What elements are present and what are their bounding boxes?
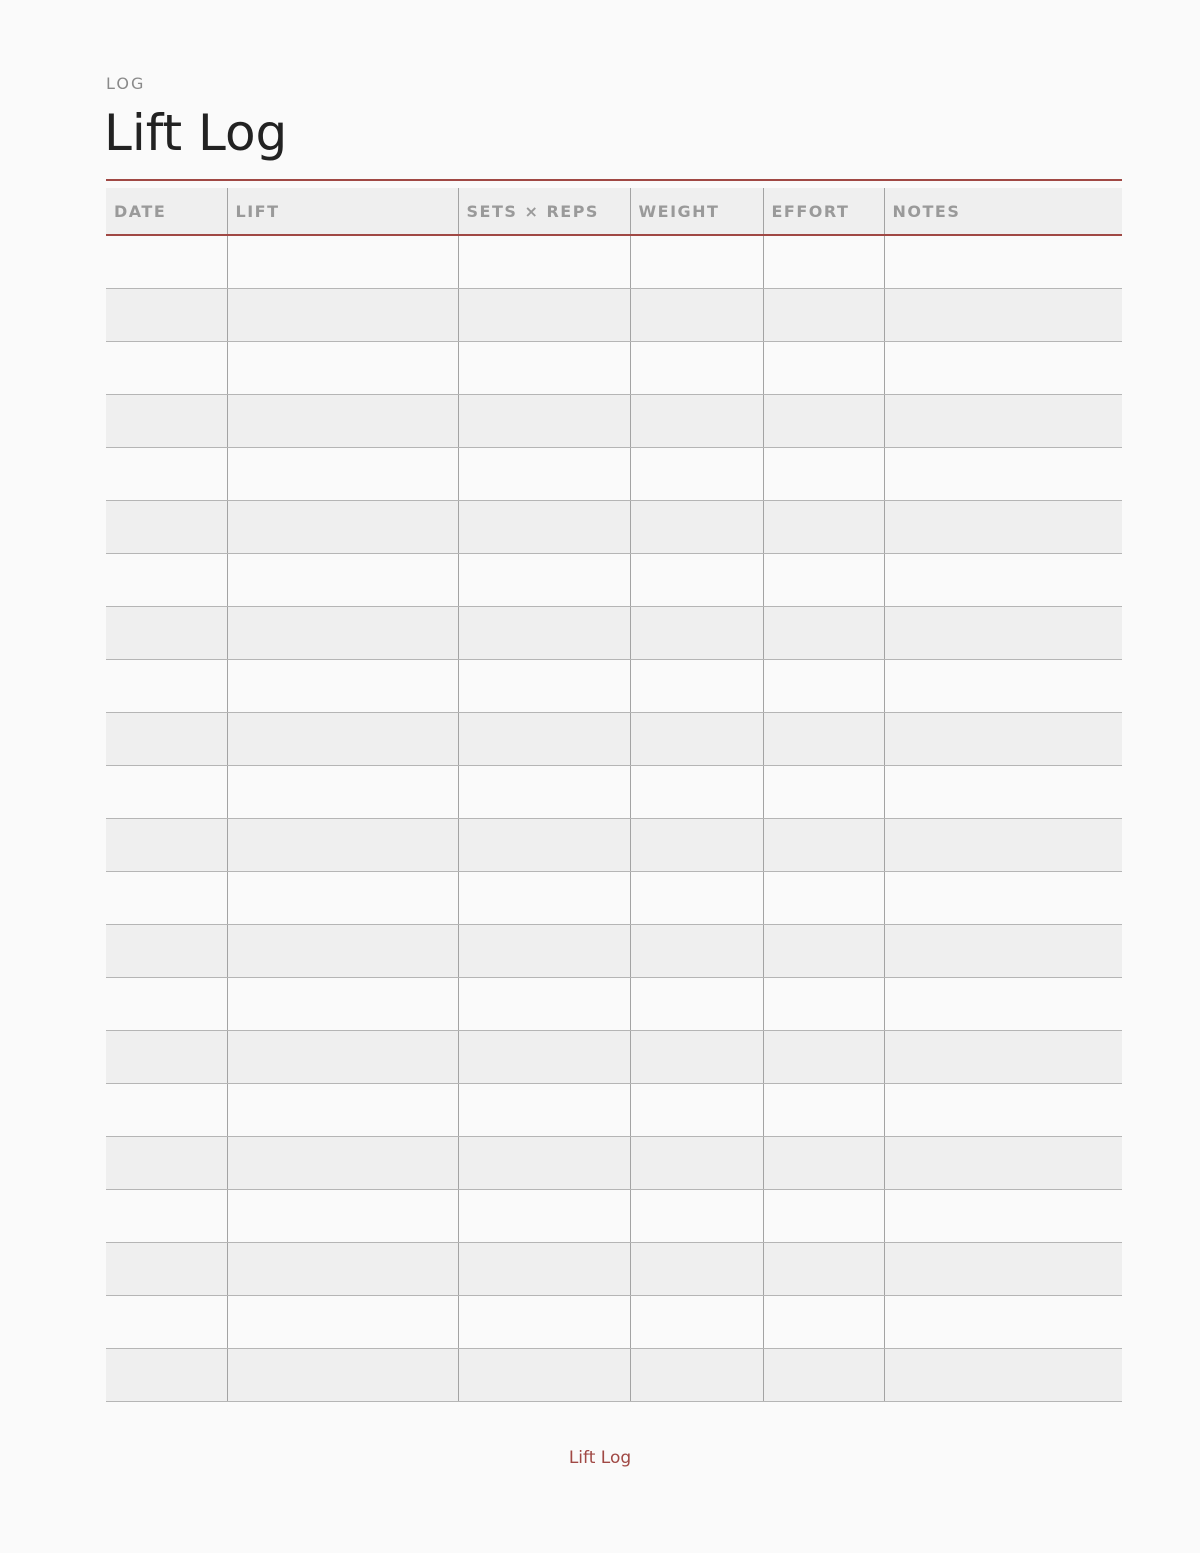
sets-reps-cell[interactable] [458,554,630,607]
effort-cell[interactable] [763,925,884,978]
weight-cell[interactable] [630,395,763,448]
sets-reps-cell[interactable] [458,607,630,660]
page-footer: Lift Log [568,1448,632,1468]
lift-cell[interactable] [227,819,458,872]
lift-cell[interactable] [227,289,458,342]
date-cell[interactable] [106,766,227,819]
table-header-row [106,188,1122,235]
date-cell[interactable] [106,1031,227,1084]
weight-cell[interactable] [630,1137,763,1190]
weight-cell[interactable] [630,1349,763,1402]
date-cell[interactable] [106,554,227,607]
notes-cell[interactable] [884,1296,1122,1349]
sets-reps-cell[interactable] [458,501,630,554]
notes-cell[interactable] [884,819,1122,872]
date-cell[interactable] [106,1190,227,1243]
weight-cell[interactable] [630,1296,763,1349]
table-row [106,342,1122,395]
date-cell[interactable] [106,1349,227,1402]
notes-cell[interactable] [884,395,1122,448]
lift-cell[interactable] [227,1031,458,1084]
effort-cell[interactable] [763,554,884,607]
effort-cell[interactable] [763,872,884,925]
effort-cell[interactable] [763,713,884,766]
weight-cell[interactable] [630,289,763,342]
sets-reps-cell[interactable] [458,766,630,819]
lift-cell[interactable] [227,1349,458,1402]
lift-cell[interactable] [227,448,458,501]
lift-cell[interactable] [227,501,458,554]
sets-reps-cell[interactable] [458,395,630,448]
sets-reps-cell[interactable] [458,660,630,713]
effort-cell[interactable] [763,395,884,448]
table-row [106,395,1122,448]
column-header-sets-reps: SETS × REPS [458,188,630,235]
sets-reps-cell[interactable] [458,342,630,395]
sets-reps-cell[interactable] [458,289,630,342]
table-row [106,1349,1122,1402]
notes-cell[interactable] [884,554,1122,607]
lift-cell[interactable] [227,1190,458,1243]
lift-cell[interactable] [227,554,458,607]
sets-reps-cell[interactable] [458,1243,630,1296]
effort-cell[interactable] [763,342,884,395]
notes-cell[interactable] [884,872,1122,925]
sets-reps-cell[interactable] [458,819,630,872]
notes-cell[interactable] [884,235,1122,289]
effort-cell[interactable] [763,501,884,554]
lift-cell[interactable] [227,925,458,978]
effort-cell[interactable] [763,448,884,501]
lift-cell[interactable] [227,1296,458,1349]
table-row [106,1031,1122,1084]
table-row [106,554,1122,607]
weight-cell[interactable] [630,554,763,607]
date-cell[interactable] [106,607,227,660]
effort-cell[interactable] [763,1190,884,1243]
table-row [106,1190,1122,1243]
effort-cell[interactable] [763,1084,884,1137]
weight-cell[interactable] [630,342,763,395]
notes-cell[interactable] [884,1137,1122,1190]
lift-cell[interactable] [227,1243,458,1296]
notes-cell[interactable] [884,1243,1122,1296]
notes-cell[interactable] [884,289,1122,342]
table-row [106,448,1122,501]
lift-cell[interactable] [227,395,458,448]
notes-cell[interactable] [884,448,1122,501]
weight-cell[interactable] [630,925,763,978]
notes-cell[interactable] [884,1031,1122,1084]
weight-cell[interactable] [630,872,763,925]
date-cell[interactable] [106,819,227,872]
notes-cell[interactable] [884,766,1122,819]
lift-cell[interactable] [227,713,458,766]
notes-cell[interactable] [884,713,1122,766]
table-row [106,660,1122,713]
lift-cell[interactable] [227,342,458,395]
weight-cell[interactable] [630,819,763,872]
sets-reps-cell[interactable] [458,235,630,289]
notes-cell[interactable] [884,1190,1122,1243]
date-cell[interactable] [106,395,227,448]
effort-cell[interactable] [763,1137,884,1190]
weight-cell[interactable] [630,235,763,289]
weight-cell[interactable] [630,713,763,766]
date-cell[interactable] [106,1137,227,1190]
effort-cell[interactable] [763,289,884,342]
weight-cell[interactable] [630,501,763,554]
sets-reps-cell[interactable] [458,1296,630,1349]
table-row [106,1243,1122,1296]
weight-cell[interactable] [630,766,763,819]
lift-cell[interactable] [227,235,458,289]
weight-cell[interactable] [630,978,763,1031]
date-cell[interactable] [106,925,227,978]
effort-cell[interactable] [763,1243,884,1296]
weight-cell[interactable] [630,1031,763,1084]
sets-reps-cell[interactable] [458,1084,630,1137]
sets-reps-cell[interactable] [458,1190,630,1243]
effort-cell[interactable] [763,978,884,1031]
table-row [106,1084,1122,1137]
notes-cell[interactable] [884,342,1122,395]
effort-cell[interactable] [763,819,884,872]
effort-cell[interactable] [763,235,884,289]
lift-cell[interactable] [227,1137,458,1190]
table-row [106,607,1122,660]
table-row [106,713,1122,766]
table-row [106,289,1122,342]
date-cell[interactable] [106,235,227,289]
notes-cell[interactable] [884,660,1122,713]
page-eyebrow: LOG [106,74,146,93]
lift-log-table [106,188,1122,1402]
lift-cell[interactable] [227,766,458,819]
date-cell[interactable] [106,501,227,554]
weight-cell[interactable] [630,1243,763,1296]
weight-cell[interactable] [630,660,763,713]
date-cell[interactable] [106,1084,227,1137]
notes-cell[interactable] [884,978,1122,1031]
column-header-date: DATE [106,188,227,235]
table-body [106,235,1122,1402]
table-row [106,235,1122,289]
date-cell[interactable] [106,1296,227,1349]
notes-cell[interactable] [884,1084,1122,1137]
effort-cell[interactable] [763,607,884,660]
lift-cell[interactable] [227,607,458,660]
weight-cell[interactable] [630,607,763,660]
date-cell[interactable] [106,289,227,342]
date-cell[interactable] [106,978,227,1031]
sets-reps-cell[interactable] [458,1137,630,1190]
date-cell[interactable] [106,713,227,766]
lift-cell[interactable] [227,872,458,925]
notes-cell[interactable] [884,501,1122,554]
date-cell[interactable] [106,872,227,925]
table-row [106,872,1122,925]
sets-reps-cell[interactable] [458,1031,630,1084]
column-header-notes: NOTES [884,188,1122,235]
lift-cell[interactable] [227,660,458,713]
title-divider [106,179,1122,181]
table-row [106,819,1122,872]
effort-cell[interactable] [763,1031,884,1084]
weight-cell[interactable] [630,448,763,501]
table-row [106,925,1122,978]
page-title: Lift Log [104,104,288,162]
lift-cell[interactable] [227,1084,458,1137]
sets-reps-cell[interactable] [458,448,630,501]
column-header-effort: EFFORT [763,188,884,235]
weight-cell[interactable] [630,1084,763,1137]
sets-reps-cell[interactable] [458,872,630,925]
table-row [106,501,1122,554]
effort-cell[interactable] [763,660,884,713]
sets-reps-cell[interactable] [458,925,630,978]
table-row [106,1296,1122,1349]
notes-cell[interactable] [884,607,1122,660]
date-cell[interactable] [106,660,227,713]
effort-cell[interactable] [763,1349,884,1402]
column-header-weight: WEIGHT [630,188,763,235]
sets-reps-cell[interactable] [458,978,630,1031]
table-row [106,766,1122,819]
notes-cell[interactable] [884,1349,1122,1402]
effort-cell[interactable] [763,766,884,819]
lift-cell[interactable] [227,978,458,1031]
date-cell[interactable] [106,342,227,395]
table-row [106,978,1122,1031]
effort-cell[interactable] [763,1296,884,1349]
column-header-lift: LIFT [227,188,458,235]
weight-cell[interactable] [630,1190,763,1243]
date-cell[interactable] [106,448,227,501]
notes-cell[interactable] [884,925,1122,978]
sets-reps-cell[interactable] [458,1349,630,1402]
sets-reps-cell[interactable] [458,713,630,766]
table-row [106,1137,1122,1190]
date-cell[interactable] [106,1243,227,1296]
